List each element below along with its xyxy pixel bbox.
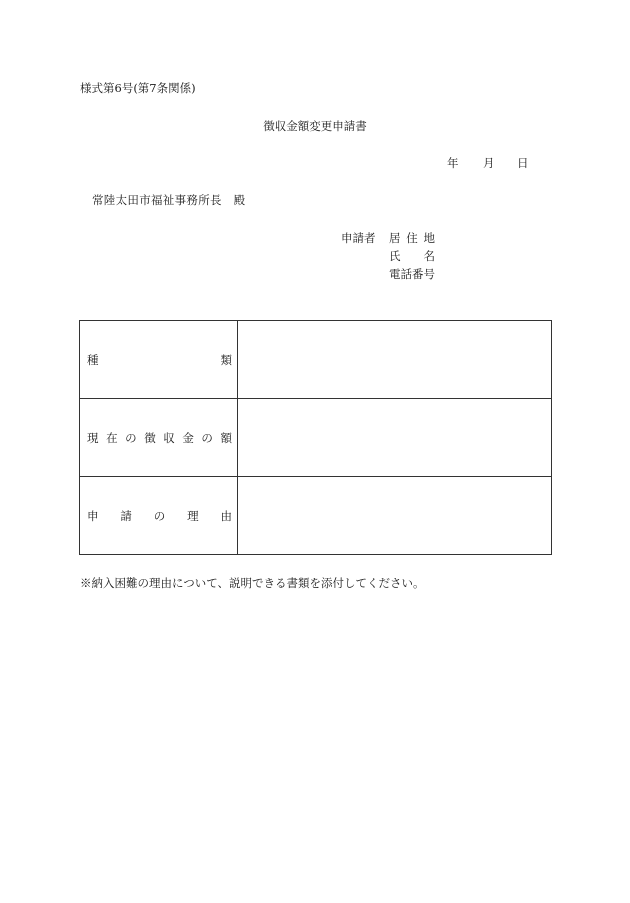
char: 徴 [144, 430, 156, 445]
footnote: ※納入困難の理由について、説明できる書類を添付してください。 [80, 576, 425, 590]
date-year-label: 年 [447, 156, 459, 170]
char: 理 [187, 508, 199, 523]
char: 地 [423, 231, 435, 245]
row-label-reason [80, 477, 238, 555]
row-label-current-amount [80, 399, 238, 477]
char: 名 [423, 249, 435, 263]
document-title: 徴収金額変更申請書 [263, 119, 367, 133]
char: の [201, 430, 213, 445]
char: 収 [163, 430, 175, 445]
char: 居 [389, 231, 401, 245]
char: 由 [220, 508, 232, 523]
char: 種 [87, 352, 99, 367]
applicant-phone-label [389, 267, 435, 281]
value-cell-reason[interactable] [238, 477, 552, 555]
application-table [79, 320, 552, 555]
applicant-name-label [389, 249, 435, 263]
char: 氏 [389, 249, 401, 263]
applicant-label: 申請者 [341, 231, 376, 245]
form-number: 様式第6号(第7条関係) [80, 81, 196, 95]
date-day-label: 日 [517, 156, 529, 170]
char: の [153, 508, 166, 523]
char: 請 [120, 508, 132, 523]
phone-label-text: 電話番号 [389, 267, 435, 281]
char: 金 [182, 430, 194, 445]
char: の [125, 430, 137, 445]
value-cell-type[interactable] [238, 321, 552, 399]
char: 現 [87, 430, 99, 445]
table-row [80, 321, 552, 399]
table-row [80, 477, 552, 555]
applicant-address-label [389, 231, 435, 245]
char: 類 [220, 352, 232, 367]
char: 額 [220, 430, 232, 445]
table-row [80, 399, 552, 477]
row-label-type [80, 321, 238, 399]
value-cell-current-amount[interactable] [238, 399, 552, 477]
addressee: 常陸太田市福祉事務所長 殿 [92, 193, 246, 207]
char: 在 [106, 430, 118, 445]
char: 住 [406, 231, 418, 245]
date-month-label: 月 [483, 156, 495, 170]
char: 申 [87, 508, 99, 523]
